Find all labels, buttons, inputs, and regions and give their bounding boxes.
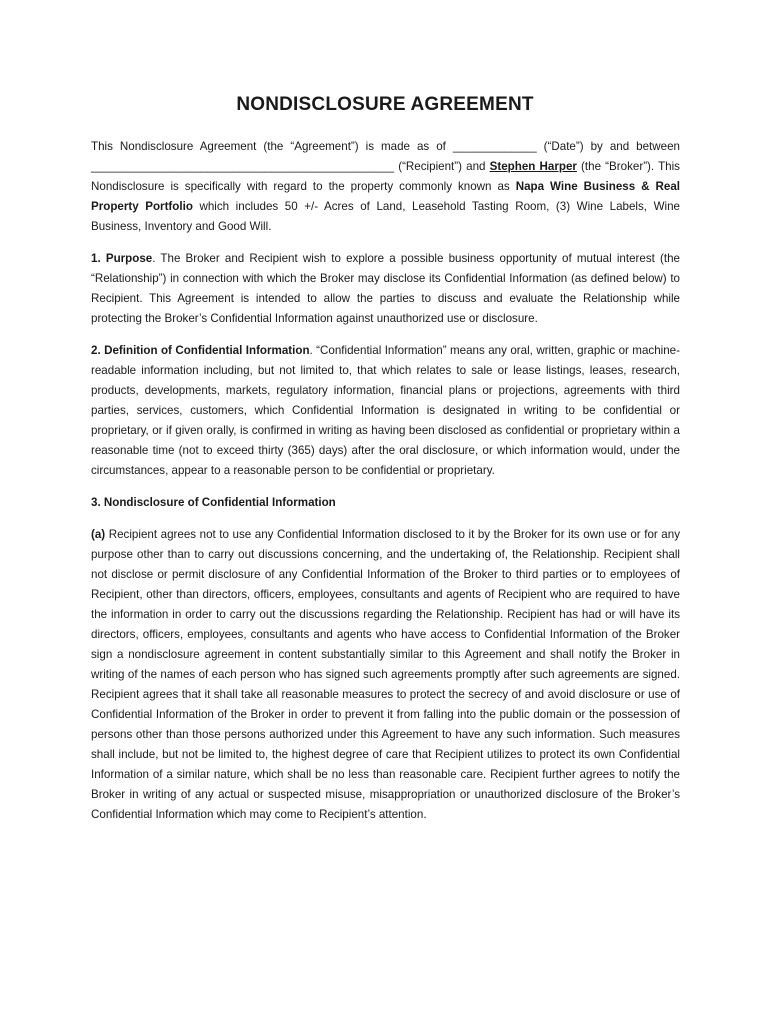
section-nondisclosure-a <box>91 525 680 825</box>
date-blank: _____________ <box>452 140 537 153</box>
document-body <box>91 137 680 837</box>
broker-name: Stephen Harper <box>489 160 577 173</box>
section-nondisclosure-heading-paragraph <box>91 493 680 513</box>
property-name: Napa Wine Business & Real Property Portfolio <box>91 180 680 213</box>
clause-a-text: Recipient agrees not to use any Confidential Information disclosed to it by the Broker for its own use or for any purpose other than to carry out discussions concerning, and the undertaking of, the Relationship. Recipient shall not disclose or permit disclosure of any Confidential Information of the Broker to third parties or to employees of Recipient, other than directors, officers, employees, consultants and agents of Recipient who are required to have the information in order to carry out the discussions regarding the Relationship. Recipient has had or will have its directors, officers, employees, consultants and agents who have access to Confidential Information of the Broker sign a nondisclosure agreement in content substantially similar to this Agreement and shall notify the Broker in writing of the names of each person who has signed such agreements promptly after such agreements are signed. Recipient agrees that it shall take all reasonable measures to protect the secrecy of and avoid disclosure or use of Confidential Information of the Broker in order to prevent it from falling into the public domain or the possession of persons other than those persons authorized under this Agreement to have any such information. Such measures shall include, but not be limited to, the highest degree of care that Recipient utilizes to protect its own Confidential Information of a similar nature, which shall be no less than reasonable care. Recipient further agrees to notify the Broker in writing of any actual or suspected misuse, misappropriation or unauthorized disclosure of the Broker’s Confidential Information which may come to Recipient’s attention. <box>91 528 680 821</box>
intro-text-4: (the “Broker”). This Nondisclosure is specifically with regard to the property commonly known as <box>91 160 680 193</box>
section-purpose <box>91 249 680 329</box>
intro-text-1: This Nondisclosure Agreement (the “Agreement”) is made as of <box>91 140 453 153</box>
intro-paragraph <box>91 137 680 237</box>
section-definition-text: . “Confidential Information” means any oral, written, graphic or machine-readable information including, but not limited to, that which relates to sale or lease listings, leases, research, products, developments, markets, regulatory information, financial plans or projections, agreements with third parties, services, customers, which Confidential Information is designated in writing to be confidential or proprietary, or if given orally, is confirmed in writing as having been disclosed as confidential or proprietary within a reasonable time (not to exceed thirty (365) days) after the oral disclosure, or which information would, under the circumstances, appear to a reasonable person to be confidential or proprietary. <box>91 344 680 477</box>
section-definition <box>91 341 680 481</box>
section-purpose-text: . The Broker and Recipient wish to explore a possible business opportunity of mutual interest (the “Relationship”) in connection with which the Broker may disclose its Confidential Information (as defined below) to Recipient. This Agreement is intended to allow the parties to discuss and evaluate the Relationship while protecting the Broker’s Confidential Information against unauthorized use or disclosure. <box>91 252 681 325</box>
section-definition-heading: 2. Definition of Confidential Information <box>91 344 310 357</box>
recipient-blank: _______________________________________________ <box>91 160 395 173</box>
intro-text-3: (“Recipient”) and <box>394 160 490 173</box>
section-nondisclosure-heading: 3. Nondisclosure of Confidential Information <box>91 496 336 509</box>
clause-a-label: (a) <box>91 528 106 541</box>
document-title: NONDISCLOSURE AGREEMENT <box>236 94 534 115</box>
intro-text-2: (“Date”) by and between <box>536 140 680 153</box>
intro-text-5: which includes 50 +/- Acres of Land, Leasehold Tasting Room, (3) Wine Labels, Wine Business, Inventory and Good Will. <box>91 200 680 233</box>
section-purpose-heading: 1. Purpose <box>91 252 153 265</box>
